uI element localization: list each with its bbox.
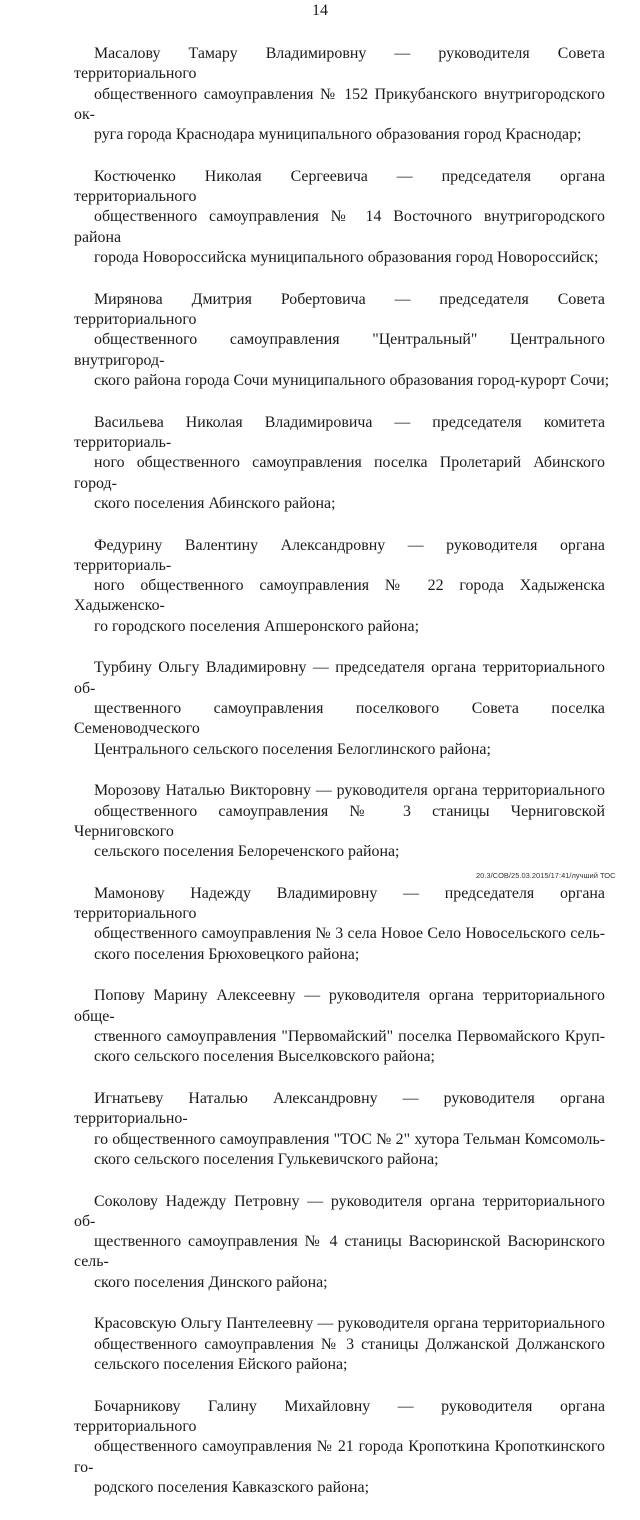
entry-line: Попову Марину Алексеевну — руководителя органа территориального обще- (74, 987, 605, 1025)
entry-line: сельского поселения Ейского района; (94, 1356, 348, 1374)
entry-line: ского поселения Брюховецкого района; (94, 945, 360, 963)
entry-line: Костюченко Николая Сергеевича — председателя органа территориального (74, 167, 605, 206)
list-item (74, 536, 605, 637)
entry-line: Соколову Надежду Петровну — руководителя органа территориального об- (74, 1192, 605, 1230)
list-item (74, 44, 605, 145)
entry-line: Турбину Ольгу Владимировну — председателя органа территориального об- (74, 659, 605, 697)
entry-line: ского поселения Динского района; (94, 1273, 328, 1291)
list-item (74, 658, 605, 759)
list-item (74, 1089, 605, 1170)
entry-line: общественного самоуправления № 3 станицы Должанской Должанского (94, 1335, 605, 1353)
page-number: 14 (312, 2, 328, 19)
entry-line: руга города Краснодара муниципального образования город Краснодар; (94, 126, 582, 144)
entry-line: Мамонову Надежду Владимировну — председателя органа территориального (74, 884, 605, 923)
list-item (74, 1397, 605, 1498)
entry-line: Масалову Тамару Владимировну — руководителя Совета территориального (74, 45, 605, 83)
entry-line: общественного самоуправления № 21 города Кропоткина Кропоткинского го- (74, 1438, 605, 1476)
entry-line: го городского поселения Апшеронского района; (94, 617, 420, 635)
entry-line: Мирянова Дмитрия Робертовича — председателя Совета территориального (74, 290, 605, 329)
entry-line: ного общественного самоуправления № 22 города Хадыженска Хадыженско- (74, 577, 605, 615)
list-item (74, 290, 610, 391)
entry-line: Центрального сельского поселения Белоглинского района; (94, 740, 491, 758)
entry-line: Морозову Наталью Викторовну — руководителя органа территориального (94, 782, 605, 800)
entry-line: щественного самоуправления поселкового Совета поселка Семеноводческого (74, 699, 605, 738)
entry-line: Красовскую Ольгу Пантелеевну — руководителя органа территориального (94, 1315, 605, 1333)
document-body (74, 44, 610, 1520)
document-code: 20.3/COB/25.03.2015/17:41/лучший ТОС (476, 871, 616, 880)
entry-line: ского сельского поселения Выселковского района; (94, 1048, 435, 1066)
entry-line: города Новороссийска муниципального образования город Новороссийск; (94, 249, 599, 267)
list-item (74, 884, 605, 965)
entry-line: Игнатьеву Наталью Александровну — руководителя органа территориально- (74, 1089, 605, 1128)
list-item (74, 986, 605, 1067)
entry-line: ского поселения Абинского района; (94, 494, 336, 512)
entry-line: родского поселения Кавказского района; (94, 1478, 370, 1496)
entry-line: ного общественного самоуправления поселка Пролетарий Абинского город- (74, 454, 605, 492)
entry-line: Федурину Валентину Александровну — руководителя органа территориаль- (74, 536, 605, 574)
list-item (74, 167, 605, 268)
entry-line: общественного самоуправления № 3 станицы Черниговской Черниговского (74, 802, 605, 840)
entry-line: Васильева Николая Владимировича — председателя комитета территориаль- (74, 413, 605, 451)
entry-line: ского сельского поселения Гулькевичского района; (94, 1150, 439, 1168)
entry-line: Бочарникову Галину Михайловну — руководителя органа территориального (74, 1397, 605, 1436)
entry-line: общественного самоуправления № 3 села Новое Село Новосельского сель- (94, 925, 605, 943)
entry-line: ственного самоуправления "Первомайский" поселка Первомайского Круп- (94, 1028, 605, 1045)
list-item (74, 781, 605, 862)
entry-line: общественного самоуправления "Центральный" Центрального внутригород- (74, 331, 605, 369)
list-item (74, 1314, 605, 1375)
list-item (74, 413, 605, 514)
entry-line: щественного самоуправления № 4 станицы Васюринской Васюринского сель- (74, 1233, 605, 1271)
entry-line: ского района города Сочи муниципального образования город-курорт Сочи; (94, 371, 610, 389)
entry-line: общественного самоуправления № 152 Прикубанского внутригородского ок- (74, 85, 605, 123)
entry-line: общественного самоуправления № 14 Восточного внутригородского района (74, 208, 605, 246)
list-item (74, 1192, 605, 1293)
entry-line: сельского поселения Белореченского района; (94, 843, 400, 861)
entry-line: го общественного самоуправления "ТОС № 2" хутора Тельман Комсомоль- (94, 1130, 605, 1148)
